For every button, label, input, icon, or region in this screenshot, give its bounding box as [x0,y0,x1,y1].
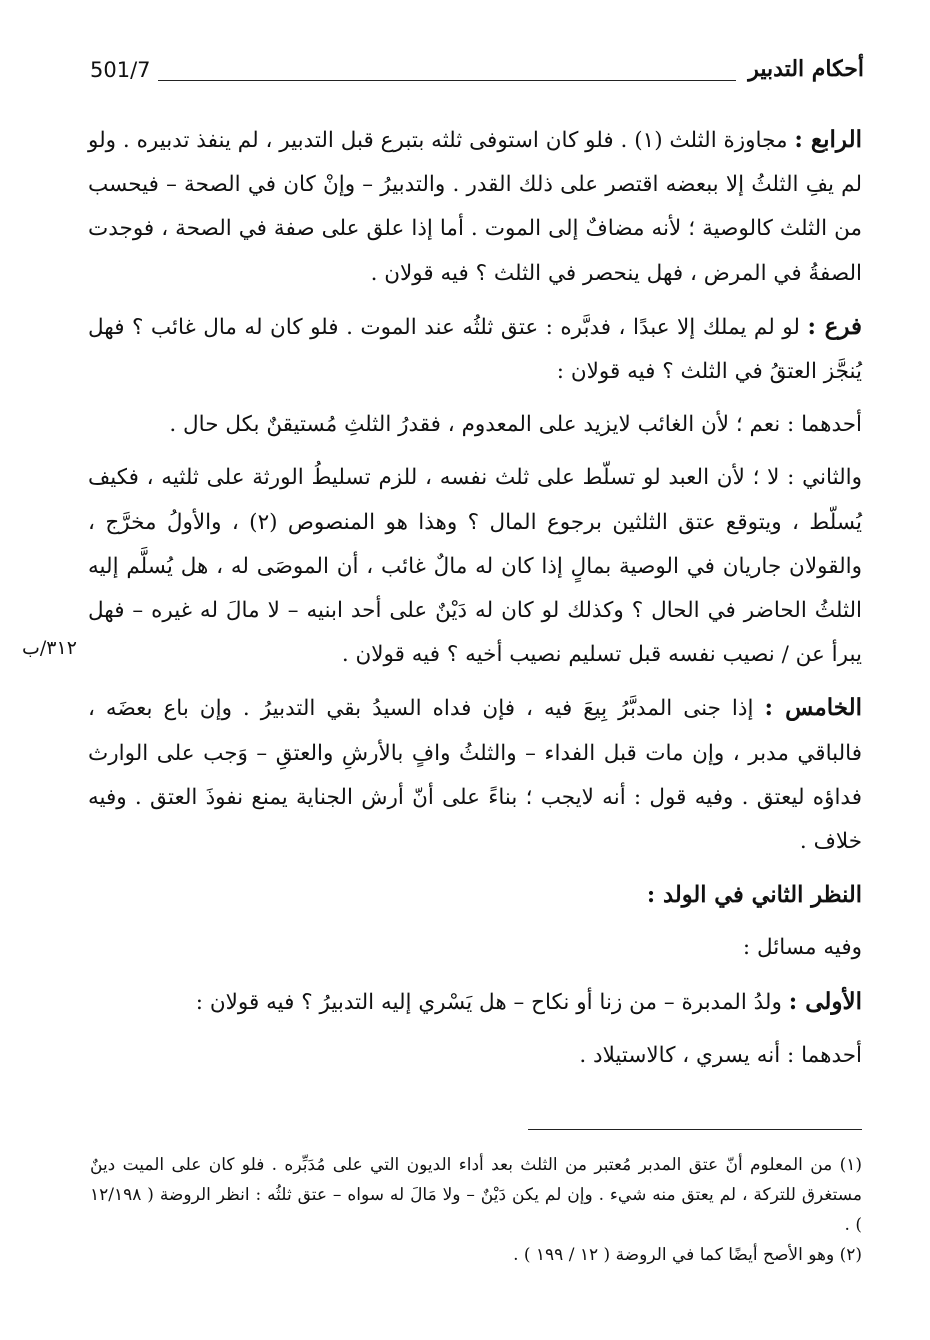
footnote-2: (٢) وهو الأصح أيضًا كما في الروضة ( ١٢ / ١٩٩ ) . [513,1245,862,1265]
paragraph-text: مجاوزة الثلث (١) . فلو كان استوفى ثلثه بتبرع قبل التدبير ، لم ينفذ تدبيره . ولو لم يفِ الثلثُ إلا ببعضه اقتصر على ذلك القدر . والتدبيرُ – وإنْ كان في الصحة – فيحسب من الثلث كالوصية ؛ لأنه مضافٌ إلى الموت . أما إذا علق على صفة في الصحة ، فوجدت الصفةُ في المرض ، فهل ينحصر في الثلث ؟ فيه قولان . [88,128,862,286]
footnotes [90,1150,862,1270]
paragraph-lead: الأولى : [788,987,862,1015]
paragraph-fourth [88,118,862,296]
section-heading: النظر الثاني في الولد : [646,882,862,909]
margin-folio-note: ٣١٢/ب [22,637,77,659]
header-rule [158,80,736,81]
paragraph-text: لو لم يملك إلا عبدًا ، فدبَّره : عتق ثلثُه عند الموت . فلو كان له مال غائب ؟ فهل يُنجَّز العتقُ في الثلث ؟ فيه قولان : [88,314,862,385]
paragraph-first-opinion [88,403,862,447]
paragraph-text: والثاني : لا ؛ لأن العبد لو تسلّط على ثلث نفسه ، للزم تسليطُ الورثة على ثلثيه ، فكيف يُسلّط ، ويتوقع عتق الثلثين برجوع المال ؟ وهذا هو المنصوص (٢) ، والأولُ مخرَّج ، والقولان جاريان في الوصية بمالٍ إذا كان له مالٌ غائب ، أن الموصَى له ، هل يُسلَّم إليه الثلثُ الحاضر في الحال ؟ وكذلك لو كان له دَيْنٌ على أحد ابنيه – لا مالَ له غيره – فهل يبرأ عن / نصيب نفسه قبل تسليم نصيب أخيه ؟ فيه قولان . [88,465,862,668]
paragraph-fifth [88,686,862,864]
paragraph-first-issue-opinion [88,1034,862,1078]
paragraph-text: ولدُ المدبرة – من زنا أو نكاح – هل يَسْري إليه التدبيرُ ؟ فيه قولان : [195,989,782,1015]
paragraph-text: أحدهما : نعم ؛ لأن الغائب لايزيد على المعدوم ، فقدرُ الثلثِ مُستيقنٌ بكل حال . [169,412,862,438]
paragraph-lead: الخامس : [764,694,862,722]
footnote-1: (١) من المعلوم أنّ عتق المدبر مُعتبر من الثلث بعد أداء الديون التي على مُدَبِّره . فلو كان على الميت دينٌ مستغرق للتركة ، لم يعتق منه شيء . وإن لم يكن دَيْنٌ – ولا مَالَ له سواه – عتق ثلثُه : انظر الروضة ( ١٢/١٩٨ ) . [90,1155,862,1235]
paragraph-lead: فرع : [807,312,863,340]
page-header [90,56,864,90]
footnote-rule [528,1129,862,1130]
paragraph-lead: الرابع : [794,126,862,153]
paragraph-second-opinion [88,456,862,677]
main-text [88,118,862,1078]
paragraph-text: وفيه مسائل : [742,935,862,961]
paragraph-issues-intro [88,926,862,970]
paragraph-text: إذا جنى المدبَّرُ بِيعَ فيه ، فإن فداه السيدُ بقي التدبيرُ . وإن باع بعضَه ، فالباقي مدبر ، وإن مات قبل الفداء – والثلثُ وافٍ بالأرشِ والعتقِ – وَجب على الوارث فداؤه ليعتق . وفيه قول : أنه لايجب ؛ بناءً على أنّ أرش الجناية يمنع نفوذَ العتق . وفيه خلاف . [88,696,862,855]
paragraph-first-issue [88,980,862,1025]
page-number: 501/7 [90,58,151,82]
running-title: أحكام التدبير [748,56,864,82]
paragraph-branch [88,305,862,394]
paragraph-text: أحدهما : أنه يسري ، كالاستيلاد . [579,1042,862,1068]
